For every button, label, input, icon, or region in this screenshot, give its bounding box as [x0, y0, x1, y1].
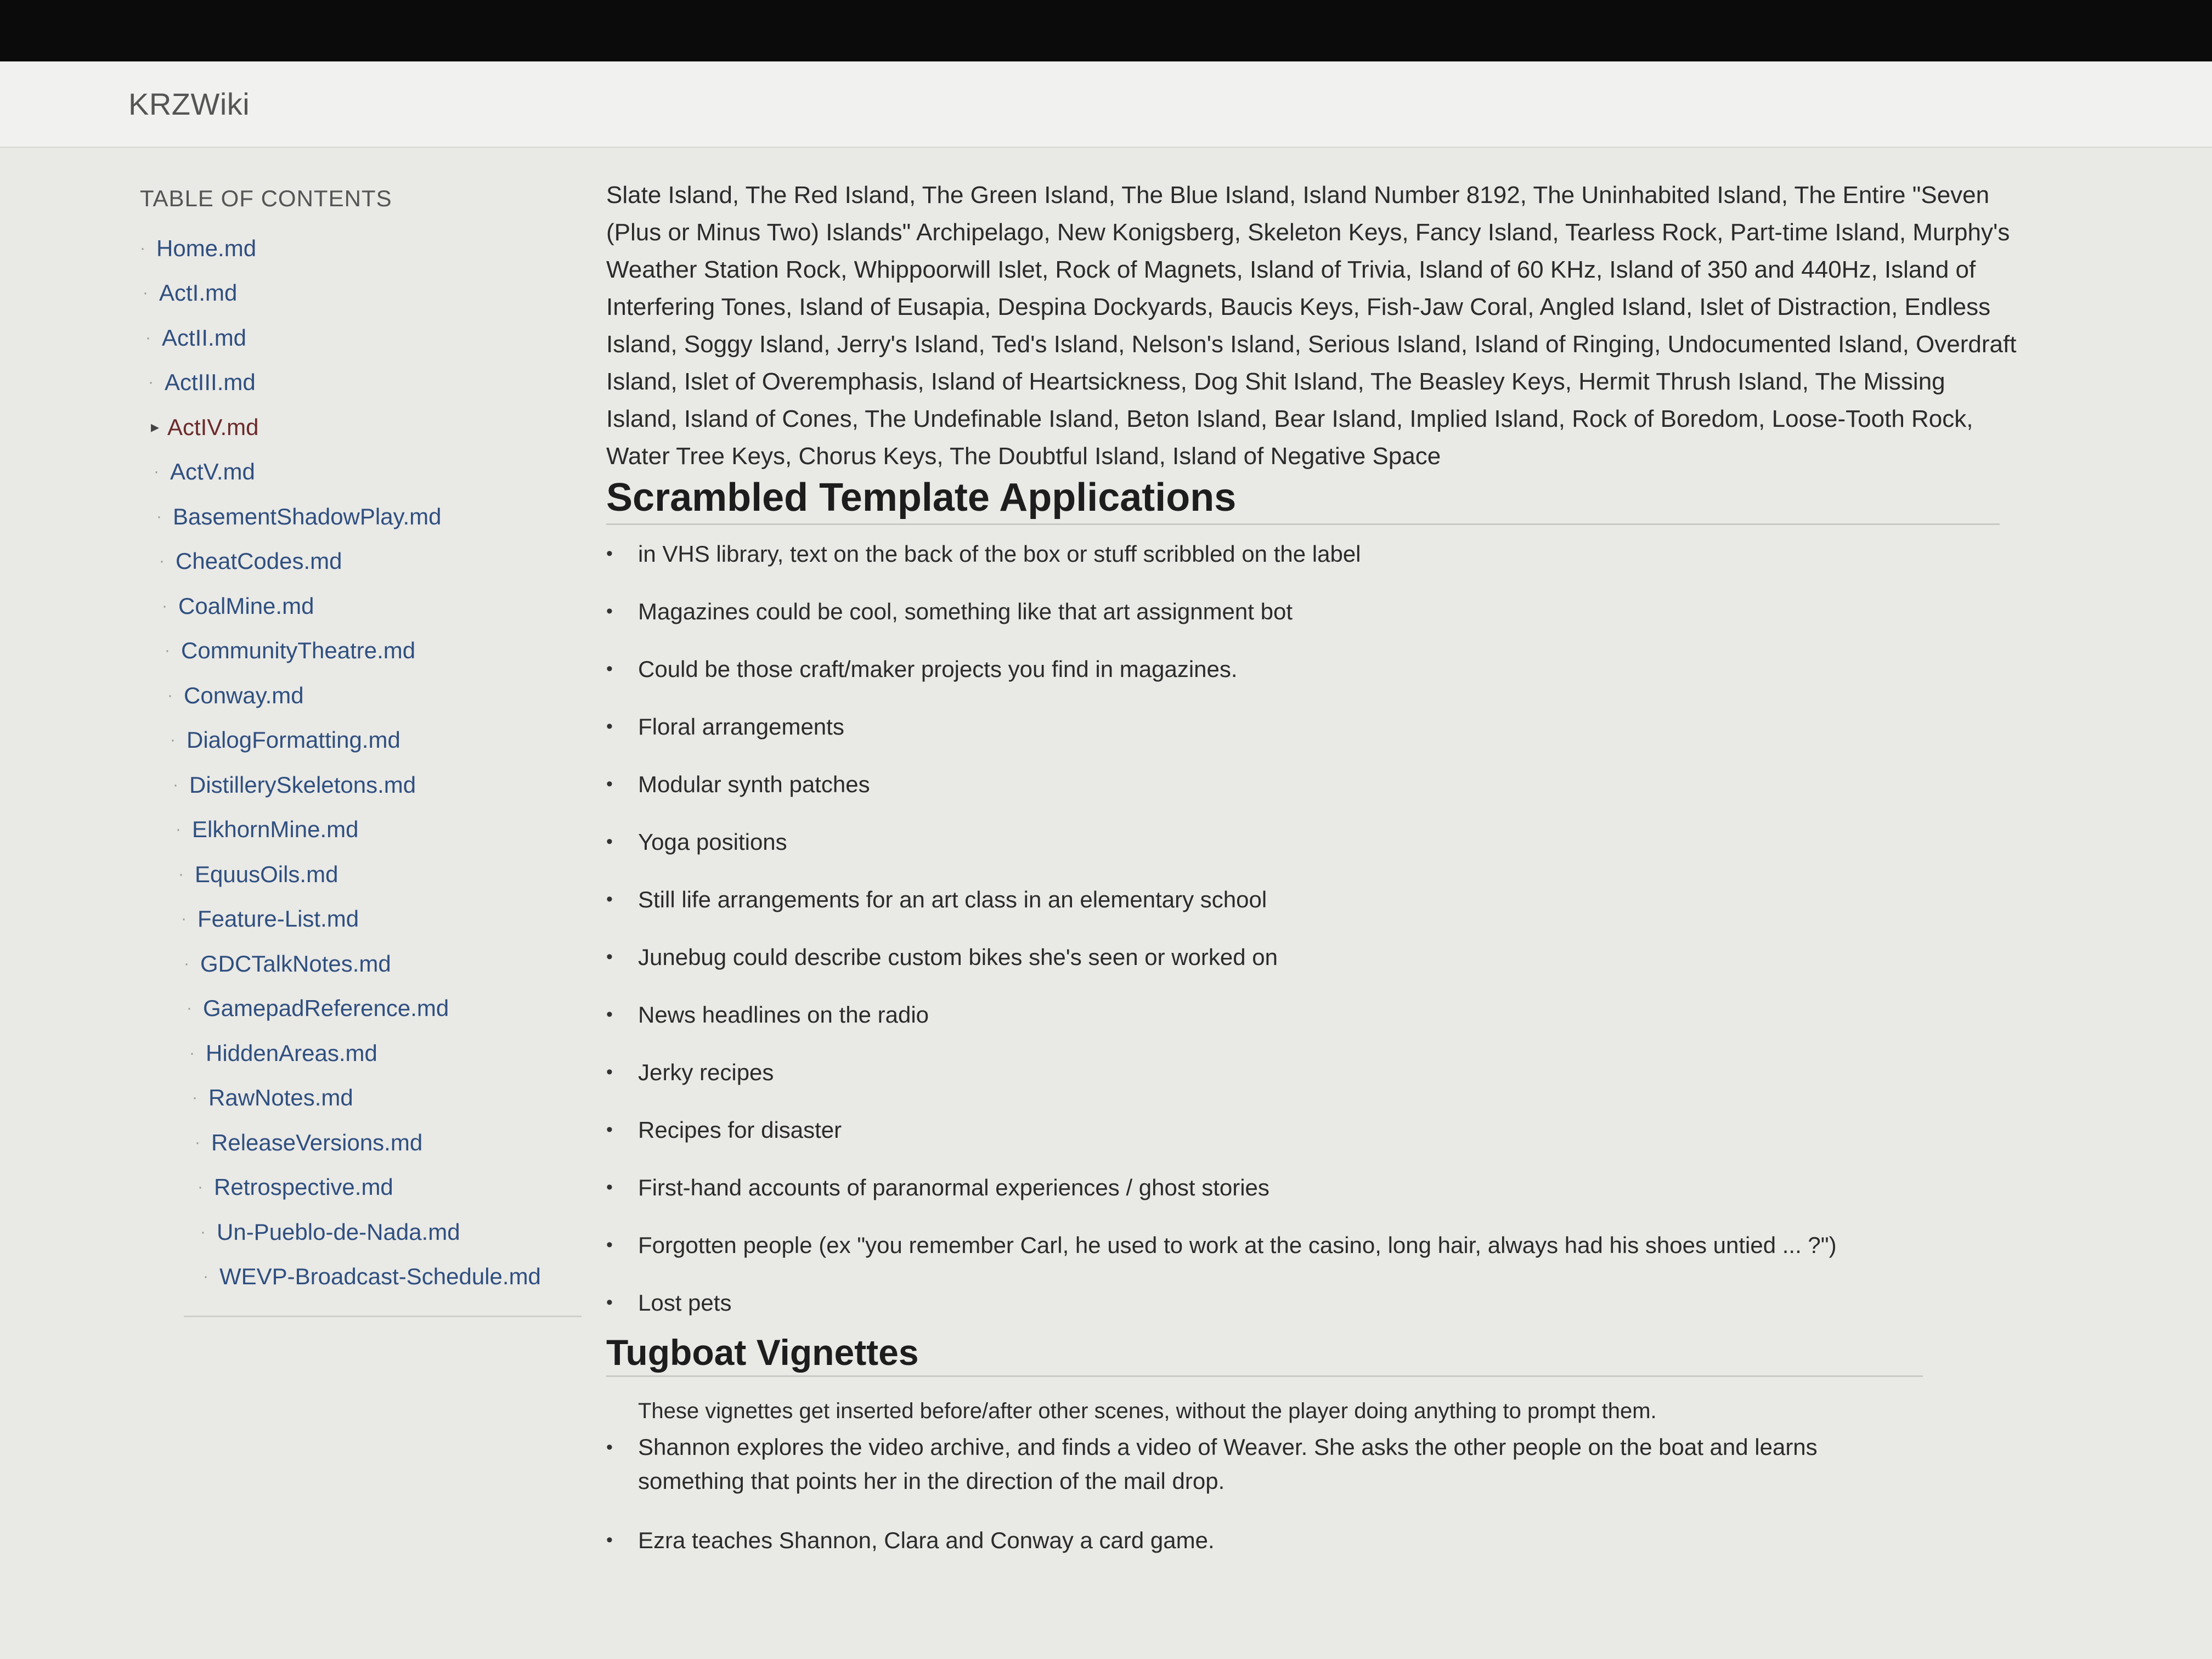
toc-link[interactable]: HiddenAreas.md — [206, 1040, 377, 1066]
monitor-bezel — [0, 0, 2212, 61]
toc-link[interactable]: ReleaseVersions.md — [211, 1129, 423, 1155]
toc-item[interactable] — [140, 1120, 584, 1165]
toc-link[interactable]: ElkhornMine.md — [192, 816, 359, 843]
list-item: • News headlines on the radio — [606, 986, 2022, 1043]
toc-link[interactable]: Feature-List.md — [198, 906, 359, 932]
list-item: • Lost pets — [606, 1274, 2022, 1331]
site-brand[interactable]: KRZWiki — [128, 87, 250, 121]
toc-item[interactable] — [140, 450, 584, 495]
toc-item[interactable] — [140, 986, 584, 1031]
scrambled-heading: Scrambled Template Applications — [606, 475, 2000, 525]
islands-paragraph: Slate Island, The Red Island, The Green Island, The Blue Island, Island Number 8192, The Uninhabited Island, The Entire "Seven (Plus or Minus Two) Islands" Archipelago, New Konigsberg, Skeleton Keys, Fancy Island, Tearless Rock, Part-time Island, Murphy's Weather Station Rock, Whippoorwill Islet, Rock of Magnets, Island of Trivia, Island of 60 KHz, Island of 350 and 440Hz, Island of Interfering Tones, Island of Eusapia, Despina Dockyards, Baucis Keys, Fish-Jaw Coral, Angled Island, Islet of Distraction, Endless Island, Soggy Island, Jerry's Island, Ted's Island, Nelson's Island, Serious Island, Island of Ringing, Undocumented Island, Overdraft Island, Islet of Overemphasis, Island of Heartsickness, Dog Shit Island, The Beasley Keys, Hermit Thrush Island, The Missing Island, Island of Cones, The Undefinable Island, Beton Island, Bear Island, Implied Island, Rock of Boredom, Loose-Tooth Rock, Water Tree Keys, Chorus Keys, The Doubtful Island, Island of Negative Space — [606, 182, 2017, 470]
bullet-icon: · — [200, 1222, 206, 1241]
toc-item[interactable] — [140, 1031, 584, 1076]
list-item: • Junebug could describe custom bikes she's seen or worked on — [606, 928, 2022, 986]
bullet-icon: · — [203, 1267, 208, 1286]
toc-link[interactable]: DistillerySkeletons.md — [189, 771, 416, 798]
toc-item[interactable] — [140, 360, 584, 405]
toc-item[interactable] — [140, 673, 584, 718]
list-item: • Still life arrangements for an art class in an elementary school — [606, 871, 2022, 928]
list-item: • Jerky recipes — [606, 1043, 2022, 1101]
bullet-icon: · — [156, 507, 162, 526]
toc-link[interactable]: EquusOils.md — [195, 861, 338, 887]
toc-divider — [184, 1316, 582, 1317]
toc-item[interactable] — [140, 1210, 584, 1255]
list-item: • Modular synth patches — [606, 755, 2022, 813]
toc-item[interactable] — [140, 584, 584, 629]
toc-link[interactable]: CheatCodes.md — [176, 548, 342, 574]
bullet-icon: · — [173, 775, 178, 794]
toc-item[interactable] — [140, 941, 584, 986]
toc-link[interactable]: RawNotes.md — [208, 1085, 353, 1111]
toc-item[interactable] — [140, 226, 584, 271]
bullet-icon: · — [159, 552, 165, 571]
toc-item[interactable] — [140, 1165, 584, 1210]
toc-link[interactable]: ActII.md — [162, 324, 247, 351]
page-content — [606, 177, 2022, 1569]
toc-list — [140, 226, 584, 1299]
toc-item[interactable] — [140, 808, 584, 853]
list-item: • Yoga positions — [606, 813, 2022, 871]
list-item: • in VHS library, text on the back of the box or stuff scribbled on the label — [606, 525, 2022, 583]
toc-item[interactable] — [140, 494, 584, 539]
bullet-icon: · — [198, 1178, 203, 1197]
toc-item[interactable] — [140, 1255, 584, 1300]
list-item: • Magazines could be cool, something like that art assignment bot — [606, 583, 2022, 640]
list-item: • Floral arrangements — [606, 698, 2022, 755]
toc-link[interactable]: CommunityTheatre.md — [181, 637, 416, 664]
bullet-icon: · — [178, 865, 184, 883]
tugboat-heading: Tugboat Vignettes — [606, 1331, 1923, 1377]
bullet-icon: · — [143, 284, 148, 302]
bullet-icon: · — [176, 820, 181, 839]
bullet-icon: · — [148, 373, 154, 392]
list-item: • First-hand accounts of paranormal experiences / ghost stories — [606, 1159, 2022, 1216]
toc-link[interactable]: ActI.md — [159, 280, 238, 306]
toc-item[interactable] — [140, 539, 584, 584]
toc-item[interactable] — [140, 718, 584, 763]
toc-link[interactable]: ActIII.md — [165, 369, 256, 396]
toc-item[interactable] — [140, 315, 584, 360]
list-item: • Shannon explores the video archive, and finds a video of Weaver. She asks the other people on the boat and learns something that points her in the direction of the mail drop. — [606, 1424, 1868, 1511]
toc-link[interactable]: Retrospective.md — [214, 1174, 393, 1200]
toc-link[interactable]: Un-Pueblo-de-Nada.md — [217, 1218, 460, 1245]
table-of-contents — [140, 185, 584, 1299]
toc-item[interactable] — [140, 271, 584, 316]
toc-link[interactable]: Home.md — [156, 235, 257, 261]
bullet-icon: · — [181, 910, 187, 928]
bullet-icon: · — [184, 954, 189, 973]
bullet-icon: · — [162, 596, 167, 615]
list-item: • Forgotten people (ex "you remember Carl, he used to work at the casino, long hair, always had his shoes untied ... ?") — [606, 1216, 2022, 1274]
toc-heading: TABLE OF CONTENTS — [140, 185, 392, 211]
toc-link[interactable]: ActV.md — [170, 459, 255, 485]
bullet-icon: · — [167, 686, 173, 704]
bullet-icon: · — [154, 462, 159, 481]
toc-link[interactable]: GamepadReference.md — [203, 995, 449, 1022]
toc-item[interactable] — [140, 763, 584, 808]
scrambled-list — [606, 525, 2022, 1331]
bullet-icon: · — [195, 1133, 200, 1152]
bullet-icon: · — [189, 1043, 195, 1062]
toc-item[interactable] — [140, 1076, 584, 1121]
toc-item[interactable] — [140, 897, 584, 942]
tugboat-intro: These vignettes get inserted before/after other scenes, without the player doing anything to prompt them. — [638, 1399, 1657, 1423]
tugboat-list — [606, 1424, 1868, 1569]
bullet-icon: · — [140, 239, 145, 257]
list-item: • Recipes for disaster — [606, 1101, 2022, 1159]
bullet-icon: · — [187, 999, 192, 1018]
bullet-icon: · — [170, 731, 176, 749]
toc-item[interactable] — [140, 629, 584, 674]
active-arrow-icon: ▸ — [151, 418, 160, 437]
list-item: • Could be those craft/maker projects you find in magazines. — [606, 640, 2022, 698]
toc-link[interactable]: ActIV.md — [167, 414, 259, 440]
bullet-icon: · — [145, 328, 151, 347]
toc-link[interactable]: BasementShadowPlay.md — [173, 503, 442, 529]
toc-link[interactable]: GDCTalkNotes.md — [200, 950, 391, 977]
bullet-icon: · — [192, 1088, 198, 1107]
toc-link[interactable]: WEVP-Broadcast-Schedule.md — [219, 1263, 541, 1290]
list-item: • Ezra teaches Shannon, Clara and Conway a card game. — [606, 1511, 1868, 1569]
toc-link[interactable]: DialogFormatting.md — [187, 727, 400, 753]
top-navbar — [0, 61, 2212, 148]
toc-link[interactable]: CoalMine.md — [178, 592, 314, 619]
toc-item[interactable] — [140, 405, 584, 450]
bullet-icon: · — [165, 641, 170, 660]
toc-item[interactable] — [140, 852, 584, 897]
toc-link[interactable]: Conway.md — [184, 682, 304, 708]
